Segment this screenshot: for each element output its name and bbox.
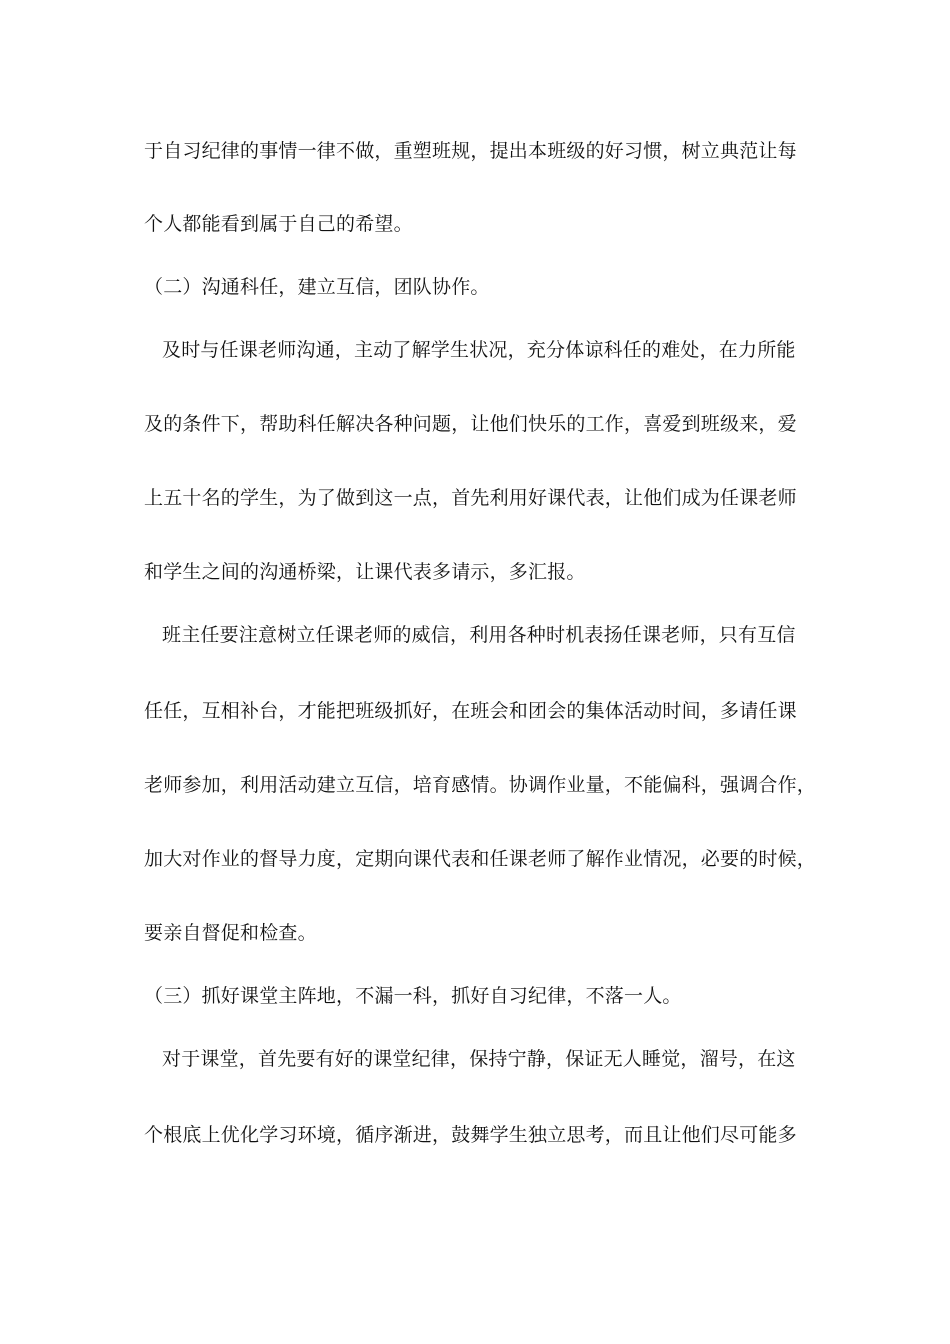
paragraph-line: 任任，互相补台，才能把班级抓好，在班会和团会的集体活动时间，多请任课 xyxy=(144,700,797,722)
paragraph-line: 加大对作业的督导力度，定期向课代表和任课老师了解作业情况，必要的时候， xyxy=(144,848,817,870)
section-heading: （二）沟通科任，建立互信，团队协作。 xyxy=(144,276,490,298)
section-heading: （三）抓好课堂主阵地，不漏一科，抓好自习纪律，不落一人。 xyxy=(144,985,682,1007)
paragraph-line: 及的条件下，帮助科任解决各种问题，让他们快乐的工作，喜爱到班级来，爱 xyxy=(144,413,797,435)
paragraph-line: 要亲自督促和检查。 xyxy=(144,922,317,944)
paragraph-line: 于自习纪律的事情一律不做，重塑班规，提出本班级的好习惯，树立典范让每 xyxy=(144,140,797,162)
paragraph-line: 老师参加，利用活动建立互信，培育感情。协调作业量，不能偏科，强调合作， xyxy=(144,774,817,796)
paragraph-line: 对于课堂，首先要有好的课堂纪律，保持宁静，保证无人睡觉，溜号，在这 xyxy=(162,1048,796,1070)
paragraph-line: 班主任要注意树立任课老师的威信，利用各种时机表扬任课老师，只有互信 xyxy=(162,624,796,646)
paragraph-line: 及时与任课老师沟通，主动了解学生状况，充分体谅科任的难处，在力所能 xyxy=(162,339,796,361)
paragraph-line: 上五十名的学生，为了做到这一点，首先利用好课代表，让他们成为任课老师 xyxy=(144,487,797,509)
paragraph-line: 个人都能看到属于自己的希望。 xyxy=(144,213,413,235)
paragraph-line: 和学生之间的沟通桥梁，让课代表多请示，多汇报。 xyxy=(144,561,586,583)
paragraph-line: 个根底上优化学习环境，循序渐进，鼓舞学生独立思考，而且让他们尽可能多 xyxy=(144,1124,797,1146)
